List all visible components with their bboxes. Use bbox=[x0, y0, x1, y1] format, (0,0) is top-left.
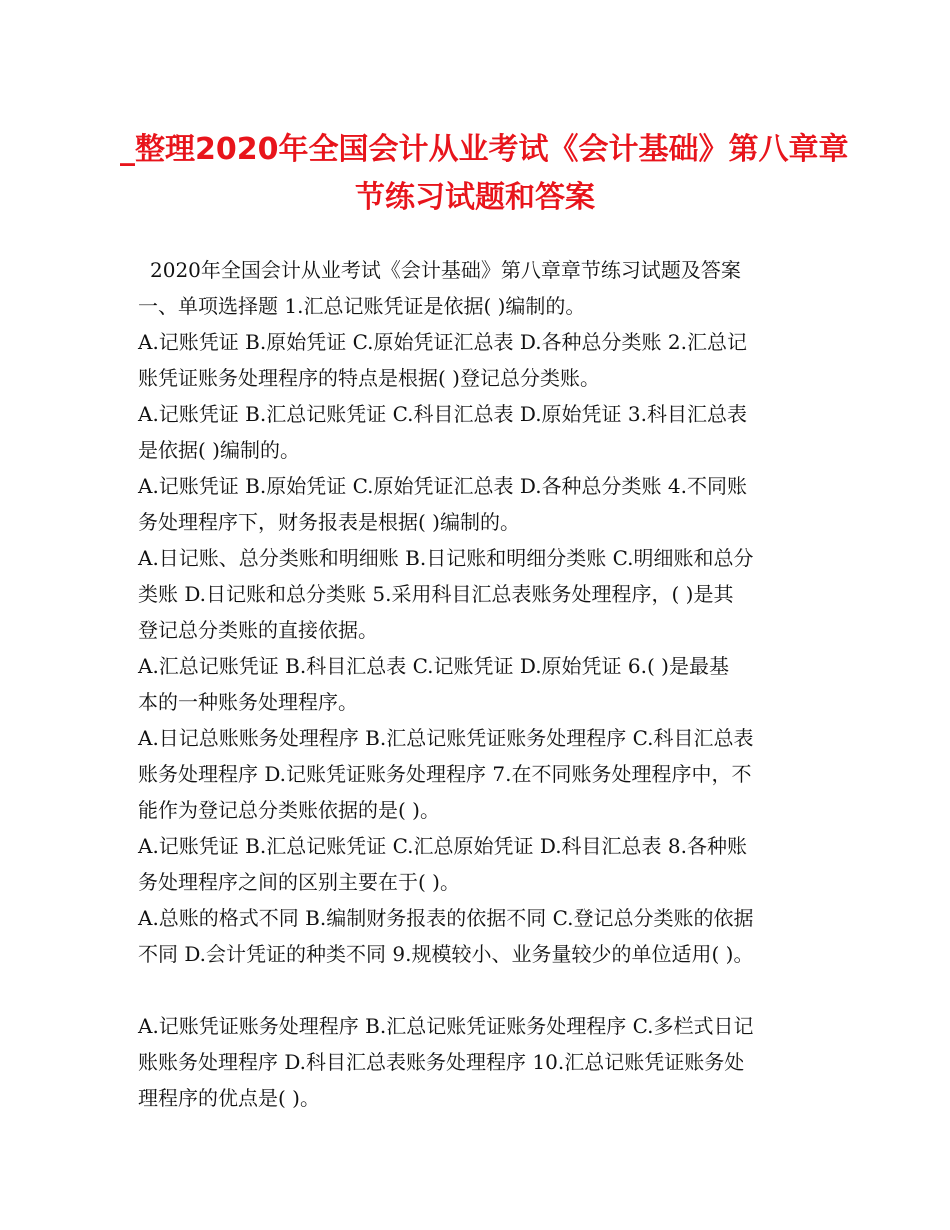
body-line: A.总账的格式不同 B.编制财务报表的依据不同 C.登记总分类账的依据 bbox=[138, 906, 754, 930]
title-line-2: 节练习试题和答案 bbox=[355, 180, 595, 215]
body-line: 不同 D.会计凭证的种类不同 9.规模较小、业务量较少的单位适用( )。 bbox=[138, 942, 754, 966]
paragraph-gap bbox=[138, 972, 828, 1008]
body-line: 2020年全国会计从业考试《会计基础》第八章章节练习试题及答案 bbox=[150, 258, 741, 282]
body-line: 类账 D.日记账和总分类账 5.采用科目汇总表账务处理程序，( )是其 bbox=[138, 582, 734, 606]
title-line-1: _整理2020年全国会计从业考试《会计基础》第八章章 bbox=[120, 132, 849, 167]
body-line: 本的一种账务处理程序。 bbox=[138, 690, 358, 714]
body-line: A.记账凭证 B.汇总记账凭证 C.汇总原始凭证 D.科目汇总表 8.各种账 bbox=[138, 834, 747, 858]
body-line: 账务处理程序 D.记账凭证账务处理程序 7.在不同账务处理程序中，不 bbox=[138, 762, 752, 786]
body-line: 登记总分类账的直接依据。 bbox=[138, 618, 378, 642]
body-line: A.日记总账账务处理程序 B.汇总记账凭证账务处理程序 C.科目汇总表 bbox=[138, 726, 754, 750]
body-line: 理程序的优点是( )。 bbox=[138, 1086, 320, 1110]
document-body bbox=[138, 252, 828, 1116]
body-line: 务处理程序之间的区别主要在于( )。 bbox=[138, 870, 460, 894]
body-line: A.日记账、总分类账和明细账 B.日记账和明细分类账 C.明细账和总分 bbox=[138, 546, 754, 570]
body-line: A.记账凭证 B.汇总记账凭证 C.科目汇总表 D.原始凭证 3.科目汇总表 bbox=[138, 402, 747, 426]
body-line: 是依据( )编制的。 bbox=[138, 438, 300, 462]
body-line: A.记账凭证 B.原始凭证 C.原始凭证汇总表 D.各种总分类账 4.不同账 bbox=[138, 474, 747, 498]
body-line: 一、单项选择题 1.汇总记账凭证是依据( )编制的。 bbox=[138, 294, 586, 318]
body-line: 能作为登记总分类账依据的是( )。 bbox=[138, 798, 440, 822]
body-line: A.汇总记账凭证 B.科目汇总表 C.记账凭证 D.原始凭证 6.( )是最基 bbox=[138, 654, 729, 678]
body-line: 账凭证账务处理程序的特点是根据( )登记总分类账。 bbox=[138, 366, 600, 390]
body-line: A.记账凭证 B.原始凭证 C.原始凭证汇总表 D.各种总分类账 2.汇总记 bbox=[138, 330, 747, 354]
document-title bbox=[120, 126, 849, 222]
body-line: 务处理程序下，财务报表是根据( )编制的。 bbox=[138, 510, 520, 534]
body-line: A.记账凭证账务处理程序 B.汇总记账凭证账务处理程序 C.多栏式日记 bbox=[138, 1014, 754, 1038]
body-line: 账账务处理程序 D.科目汇总表账务处理程序 10.汇总记账凭证账务处 bbox=[138, 1050, 745, 1074]
